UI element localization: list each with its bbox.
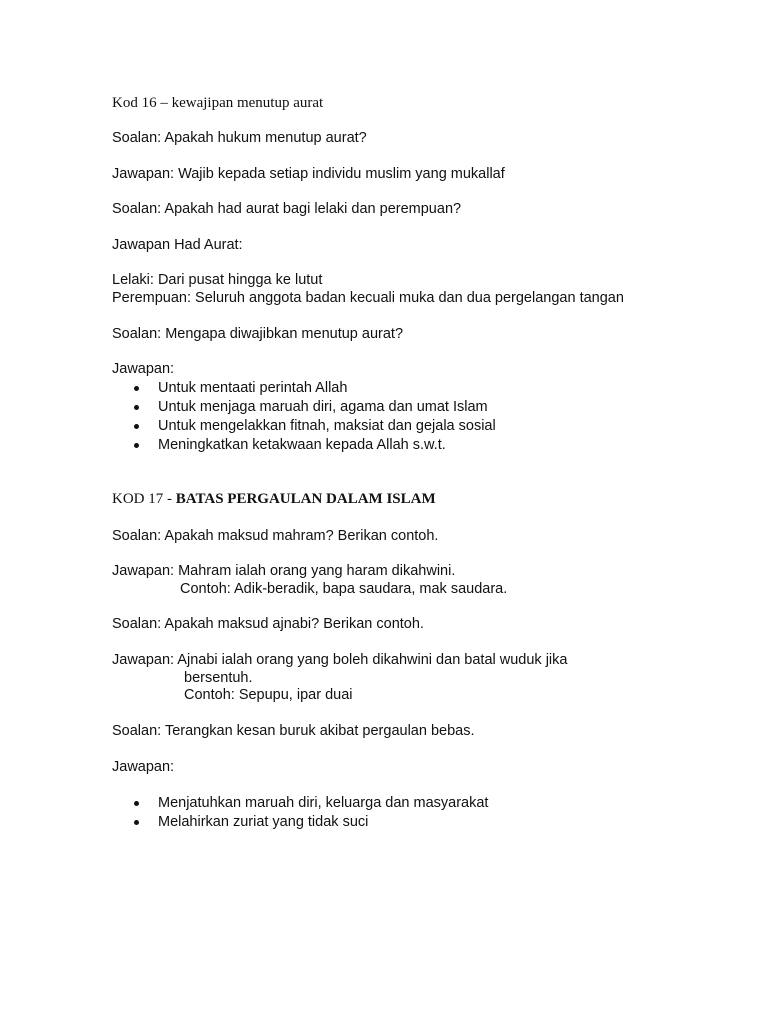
kod16-heading (112, 94, 323, 112)
bullet-icon (134, 820, 139, 825)
bullet-icon (134, 801, 139, 806)
kod17-answer-2-line-1: Jawapan: Ajnabi ialah orang yang boleh dikahwini dan batal wuduk jika (112, 652, 568, 668)
kod16-answer-2-lelaki: Lelaki: Dari pusat hingga ke lutut (112, 272, 323, 288)
kod17-prefix: KOD 17 - (112, 491, 176, 507)
kod17-answer-2-line-2: bersentuh. (184, 670, 253, 686)
kod16-title: kewajipan menutup aurat (171, 95, 324, 111)
kod17-answer-1-line-1: Jawapan: Mahram ialah orang yang haram dikahwini. (112, 563, 456, 579)
kod16-question-1: Soalan: Apakah hukum menutup aurat? (112, 130, 367, 146)
document-page: Kod 16 – kewajipan menutup aurat Soalan: Apakah hukum menutup aurat? Jawapan: Wajib kepada setiap individu muslim yang mukallaf Soalan: Apakah had aurat bagi lelaki dan perempuan? Jawapan Had Aurat: Lelaki: Dari pusat hingga ke lutut Perempuan: Seluruh anggota badan kecuali muka dan dua pergelangan tangan Soalan: Mengapa diwajibkan menutup aurat? Jawapan: Untuk mentaati perintah Allah Untuk menjaga maruah diri, agama dan umat Islam Untuk mengelakkan fitnah, maksiat dan gejala sosial Meningkatkan ketakwaan kepada Allah s.w.t. KOD 17 - BATAS PERGAULAN DALAM ISLAM Soalan: Apakah maksud mahram? Berikan contoh. Jawapan: Mahram ialah orang yang haram dikahwini. Contoh: Adik-beradik, bapa saudara, mak saudara. Soalan: Apakah maksud ajnabi? Berikan contoh. Jawapan: Ajnabi ialah orang yang boleh dikahwini dan batal wuduk jika bersentuh. Contoh: Sepupu, ipar duai Soalan: Terangkan kesan buruk akibat pergaulan bebas. Jawapan: Menjatuhkan maruah diri, keluarga dan masyarakat Melahirkan zuriat yang tidak suci (112, 95, 624, 830)
kod17-question-3: Soalan: Terangkan kesan buruk akibat pergaulan bebas. (112, 723, 475, 739)
kod17-title: BATAS PERGAULAN DALAM ISLAM (175, 491, 436, 507)
kod16-prefix: Kod 16 – (112, 95, 172, 111)
kod17-answer-2-line-3: Contoh: Sepupu, ipar duai (184, 687, 353, 703)
kod17-question-1: Soalan: Apakah maksud mahram? Berikan contoh. (112, 528, 439, 544)
kod16-answer-2-perempuan: Perempuan: Seluruh anggota badan kecuali muka dan dua pergelangan tangan (112, 290, 624, 306)
kod16-answer-1: Jawapan: Wajib kepada setiap individu muslim yang mukallaf (112, 166, 505, 182)
bullet-icon (134, 386, 139, 391)
kod16-question-3: Soalan: Mengapa diwajibkan menutup aurat? (112, 326, 404, 342)
kod16-answer-2-heading: Jawapan Had Aurat: (112, 237, 243, 253)
bullet-icon (134, 443, 139, 448)
bullet-icon (134, 424, 139, 429)
kod16-question-2: Soalan: Apakah had aurat bagi lelaki dan perempuan? (112, 201, 462, 217)
kod17-answer-1-line-2: Contoh: Adik-beradik, bapa saudara, mak saudara. (180, 581, 508, 597)
kod16-answer-3-heading: Jawapan: (112, 361, 175, 377)
bullet-icon (134, 405, 139, 410)
kod17-answer-3-heading: Jawapan: (112, 759, 175, 775)
kod17-question-2: Soalan: Apakah maksud ajnabi? Berikan contoh. (112, 616, 424, 632)
kod17-heading (112, 490, 436, 508)
